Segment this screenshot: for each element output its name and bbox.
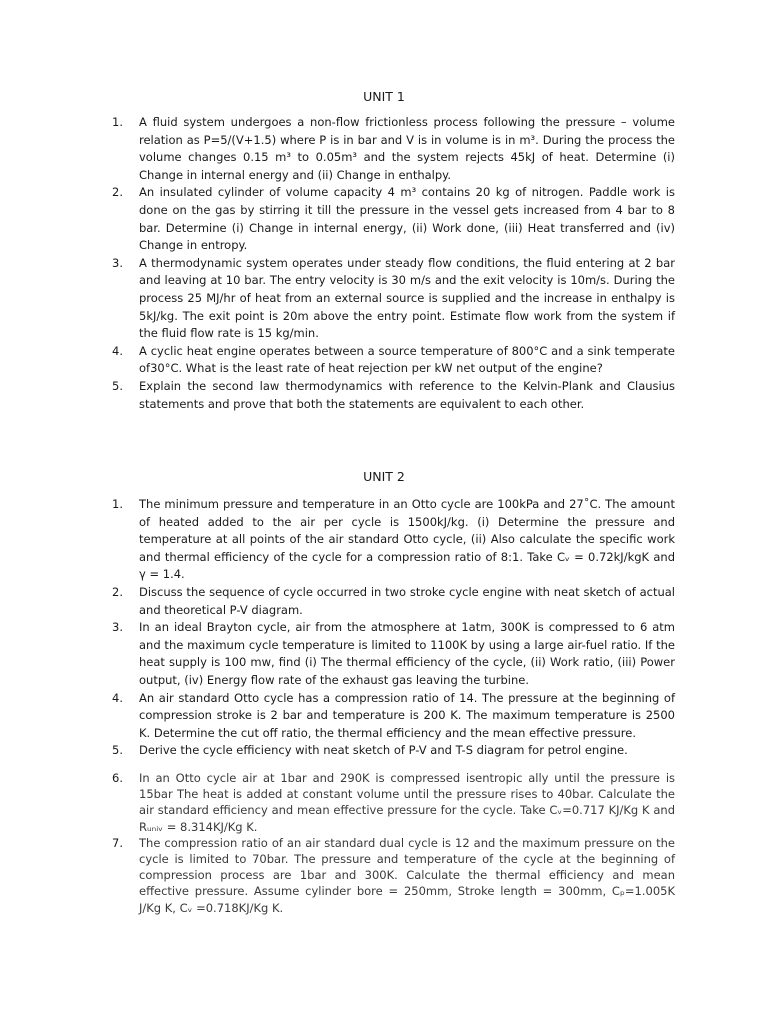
unit-2-heading: UNIT 2	[363, 469, 405, 484]
question-number: 5.	[112, 743, 123, 758]
question-text: An air standard Otto cycle has a compression ratio of 14. The pressure at the beginning of compression stroke is 2 bar and temperature is 200 K. The maximum temperature is 2500 K. Determine the cut off ratio, the thermal efficiency and the mean effective pressure.	[139, 690, 675, 740]
question-text: The compression ratio of an air standard dual cycle is 12 and the maximum pressure on the cycle is limited to 70bar. The pressure and temperature of the cycle at the beginning of compression process are 1bar and 300K. Calculate the thermal efficiency and mean effective pressure. Assume cylinder bore = 250mm, Stroke length = 300mm, Cₚ=1.005K J/Kg K, Cᵥ =0.718KJ/Kg K.	[139, 835, 675, 915]
question-item	[112, 114, 675, 184]
question-number: 4.	[112, 690, 123, 705]
question-number: 5.	[112, 378, 123, 393]
question-text: An insulated cylinder of volume capacity 4 m³ contains 20 kg of nitrogen. Paddle work is done on the gas by stirring it till the pressure in the vessel gets increased from 4 bar to 8 bar. Determine (i) Change in internal energy, (ii) Work done, (iii) Heat transferred and (iv) Change in entropy.	[139, 185, 675, 253]
question-number: 3.	[112, 255, 123, 270]
question-text: Explain the second law thermodynamics with reference to the Kelvin-Plank and Clausius statements and prove that both the statements are equivalent to each other.	[139, 378, 675, 411]
unit-2-question-list	[112, 496, 675, 760]
question-number: 1.	[112, 497, 123, 511]
question-item	[112, 255, 675, 343]
question-number: 2.	[112, 584, 123, 599]
question-text: Derive the cycle efficiency with neat sketch of P-V and T-S diagram for petrol engine.	[139, 743, 628, 758]
question-item	[112, 742, 675, 760]
question-item	[112, 584, 675, 619]
question-item	[112, 690, 675, 743]
unit-2-question-list-continued	[112, 770, 675, 916]
question-text: A cyclic heat engine operates between a source temperature of 800°C and a sink temperate of30°C. What is the least rate of heat rejection per kW net output of the engine?	[139, 343, 675, 376]
question-item	[112, 378, 675, 413]
question-number: 3.	[112, 620, 123, 635]
question-text: Discuss the sequence of cycle occurred in two stroke cycle engine with neat sketch of actual and theoretical P-V diagram.	[139, 584, 675, 617]
question-text: In an Otto cycle air at 1bar and 290K is compressed isentropic ally until the pressure is 15bar The heat is added at constant volume until the pressure rises to 40bar. Calculate the air standard efficiency and mean effective pressure for the cycle. Take Cᵥ=0.717 KJ/Kg K and Rᵤₙᵢᵥ = 8.314KJ/Kg K.	[139, 771, 675, 834]
question-item	[112, 619, 675, 689]
question-number: 7.	[112, 835, 123, 850]
question-number: 1.	[112, 115, 123, 129]
question-text: The minimum pressure and temperature in an Otto cycle are 100kPa and 27˚C. The amount of heated added to the air per cycle is 1500kJ/kg. (i) Determine the pressure and temperature at all points of the air standard Otto cycle, (ii) Also calculate the specific work and thermal efficiency of the cycle for a compression ratio of 8:1. Take Cᵥ = 0.72kJ/kgK and γ = 1.4.	[139, 497, 675, 582]
question-number: 4.	[112, 343, 123, 358]
question-item	[112, 184, 675, 254]
question-number: 2.	[112, 185, 123, 200]
question-item	[112, 770, 675, 835]
unit-1-question-list	[112, 114, 675, 413]
unit-1-heading: UNIT 1	[363, 89, 405, 104]
question-text: In an ideal Brayton cycle, air from the atmosphere at 1atm, 300K is compressed to 6 atm and the maximum cycle temperature is limited to 1100K by using a large air-fuel ratio. If the heat supply is 100 mw, find (i) The thermal efficiency of the cycle, (ii) Work ratio, (iii) Power output, (iv) Energy flow rate of the exhaust gas leaving the turbine.	[139, 620, 675, 687]
question-item	[112, 835, 675, 916]
question-item	[112, 343, 675, 378]
question-number: 6.	[112, 771, 123, 785]
question-text: A fluid system undergoes a non-flow frictionless process following the pressure – volume relation as P=5/(V+1.5) where P is in bar and V is in volume is in m³. During the process the volume changes 0.15 m³ to 0.05m³ and the system rejects 45kJ of heat. Determine (i) Change in internal energy and (ii) Change in enthalpy.	[139, 115, 675, 182]
question-item	[112, 496, 675, 584]
question-text: A thermodynamic system operates under steady flow conditions, the fluid entering at 2 bar and leaving at 10 bar. The entry velocity is 30 m/s and the exit velocity is 10m/s. During the process 25 MJ/hr of heat from an external source is supplied and the increase in enthalpy is 5kJ/kg. The exit point is 20m above the entry point. Estimate flow work from the system if the fluid flow rate is 15 kg/min.	[139, 255, 675, 341]
